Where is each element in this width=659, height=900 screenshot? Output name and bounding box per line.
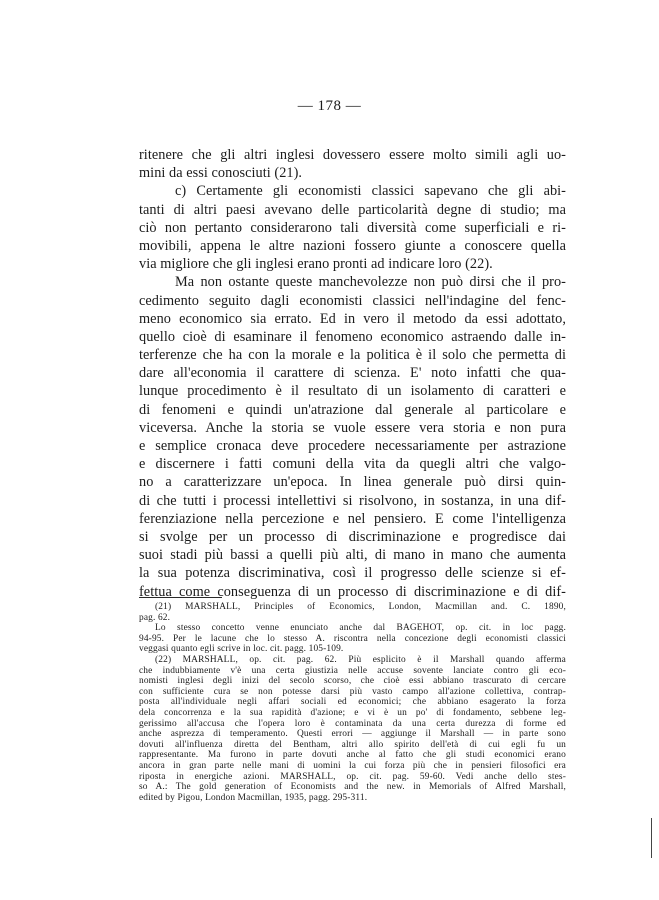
text-line: lunque procedimento è il resultato di un isolamento di caratteri e — [139, 383, 566, 400]
footnote-line: (22) MARSHALL, op. cit. pag. 62. Più esplicito è il Marshall quando afferma — [155, 654, 566, 665]
text-line: c) Certamente gli economisti classici sapevano che gli abi- — [175, 183, 566, 200]
footnote-line: con sufficiente cura se non potesse darsi più vasto campo all'azione collettiva, contrap- — [139, 686, 566, 697]
footnote-line: anche asprezza di temperamento. Questi errori — aggiunge il Marshall — in parte sono — [139, 729, 566, 740]
footnote-line: rappresentante. Ma furono in parte dovuti anche al fatto che gli studi economici erano — [139, 750, 566, 761]
footnote-line: nomisti inglesi degli inizi del secolo scorso, che cioè essi abbiano trascurato di cercare — [139, 676, 566, 687]
text-line: viceversa. Anche la storia se vuole essere vera storia e non pura — [139, 419, 566, 436]
text-line: ferenziazione nella percezione e nel pensiero. E come l'intelligenza — [139, 510, 566, 527]
text-line: quello cioè di esaminare il fenomeno economico astraendo dalle in- — [139, 328, 566, 345]
text-line: cedimento seguito dagli economisti classici nell'indagine del fenc- — [139, 292, 566, 309]
text-line: mini da essi conosciuti (21). — [139, 165, 303, 182]
footnote-line: riposta in energiche azioni. MARSHALL, op. cit. pag. 59-60. Vedi anche dello stes- — [139, 771, 566, 782]
footnote-line: edited by Pigou, London Macmillan, 1935, pagg. 295-311. — [139, 792, 368, 803]
main-text — [139, 146, 566, 601]
text-line: e discernere i fatti comuni della vita da quegli altri che valgo- — [139, 456, 566, 473]
text-line: suoi stadi più bassi a quelli più alti, di mano in mano che aumenta — [139, 547, 566, 564]
text-line: di che tutti i processi intellettivi si risolvono, in sostanza, in una dif- — [139, 492, 566, 509]
text-line: ciò non pertanto considerarono tali diversità come superficiali e ri- — [139, 219, 566, 236]
footnote-line: gerissimo all'accusa che l'opera loro è contaminata da una certa durezza di forme ed — [139, 718, 566, 729]
footnote-line: dela concorrenza e la sua rapidità d'azione; e vi è un po' di fondamento, sebbene leg- — [139, 707, 566, 718]
footnote-line: veggasi quanto egli scrive in loc. cit. pagg. 105-109. — [139, 644, 344, 655]
text-line: di fenomeni e quindi un'atrazione dal generale al particolare e — [139, 401, 566, 418]
scan-edge-mark — [651, 818, 652, 858]
footnote-line: ancora in gran parte nelle mani di uomini la cui forza più che in pensieri filosofici era — [139, 760, 566, 771]
footnote-line: che indubbiamente v'è una certa giustizia nelle accuse sovente lanciate contro gli eco- — [139, 665, 566, 676]
footnotes — [139, 602, 566, 803]
text-line: tanti di altri paesi avevano delle particolarità degne di studio; ma — [139, 201, 566, 218]
footnote-line: posta all'individuale negli affari sociali ed economici; che abbiano esagerato la forza — [139, 697, 566, 708]
text-line: si svolge per un processo di discriminazione e progredisce dai — [139, 528, 566, 545]
footnote-line: dovuti all'influenza diretta del Bentham, altri allo spirito dell'età di cui egli fu un — [139, 739, 566, 750]
text-line: e semplice cronaca deve procedere necessariamente per astrazione — [139, 438, 566, 454]
text-line: terferenze che ha con la morale e la politica è il solo che permetta di — [139, 347, 566, 364]
text-line: ritenere che gli altri inglesi dovessero essere molto simili agli uo- — [139, 147, 566, 163]
text-line: meno economico sia errato. Ed in vero il metodo da essi adottato, — [139, 310, 566, 327]
text-line: dare all'economia il carattere di scienza. E' noto infatti che qua- — [139, 365, 566, 382]
text-line: fettua come conseguenza di un processo di discriminazione e di dif- — [139, 583, 566, 600]
text-line: la sua potenza discriminativa, così il progresso delle scienze si ef- — [139, 565, 566, 582]
footnote-line: 94-95. Per le lacune che lo stesso A. riscontra nella concezione degli economisti classici — [139, 633, 566, 644]
page-number: — 178 — — [297, 98, 362, 114]
footnote-line: Lo stesso concetto venne enunciato anche dal BAGEHOT, op. cit. in loc pagg. — [155, 623, 566, 634]
text-line: Ma non ostante queste manchevolezze non può dirsi che il pro- — [175, 274, 566, 291]
text-line: movibili, appena le altre nazioni fossero giunte a conoscere quella — [139, 237, 566, 254]
footnote-line: so A.: The gold generation of Economists and the new. in Memorials of Alfred Marshall, — [139, 782, 566, 793]
text-line: via migliore che gli inglesi erano pronti ad indicare loro (22). — [139, 256, 493, 273]
text-line: no a caratterizzare un'epoca. In linea generale può dirsi quin- — [139, 474, 566, 491]
footnote-separator — [139, 597, 222, 598]
footnote-line: pag. 62. — [139, 612, 171, 623]
footnote-line: (21) MARSHALL, Principles of Economics, London, Macmillan and. C. 1890, — [155, 602, 566, 612]
